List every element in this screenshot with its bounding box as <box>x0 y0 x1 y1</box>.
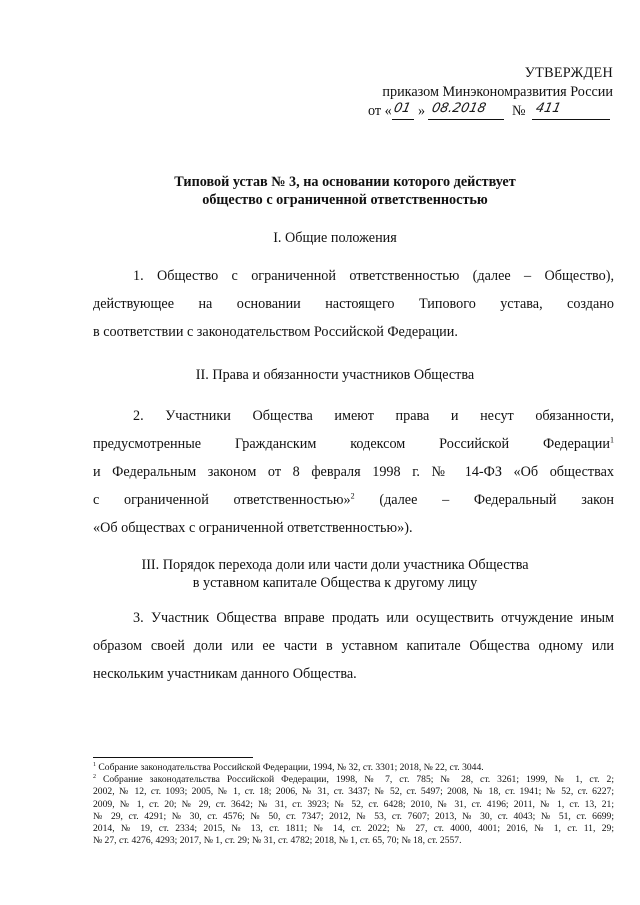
footnote-ref-2: 2 <box>350 491 355 501</box>
approval-block <box>360 64 620 122</box>
footnote-2-line-5: 2014, № 19, ст. 2334; 2015, № 13, ст. 1811; № 14, ст. 2022; № 27, ст. 4000, 4001; 2016, № 1, ст. 11, 29; <box>93 823 614 835</box>
paragraph-2-line-1: 2. Участники Общества имеют права и несут обязанности, <box>133 408 614 424</box>
section-2-heading: II. Права и обязанности участников Общества <box>195 367 475 383</box>
footnote-2-line-1-text: Собрание законодательства Российской Федерации, 1998, № 7, ст. 785; № 28, ст. 3261; 1999, № 1, ст. 2; <box>96 774 614 786</box>
from-label: от « <box>368 103 392 119</box>
paragraph-2-line-4-text: с ограниченной ответственностью» <box>93 492 351 508</box>
paragraph-1 <box>93 262 614 346</box>
paragraph-2-line-4-rest: (далее – Федеральный закон <box>354 492 614 508</box>
paragraph-1-line-3: в соответствии с законодательством Российской Федерации. <box>93 324 458 340</box>
section-1-heading: I. Общие положения <box>273 230 397 246</box>
footnote-ref-1: 1 <box>610 435 614 445</box>
day-underline <box>392 119 414 120</box>
paragraph-2-line-5: «Об обществах с ограниченной ответственностью»). <box>93 520 413 536</box>
number-underline <box>532 119 610 120</box>
footnote-2-line-4: № 29, ст. 4291; № 30, ст. 4576; № 50, ст. 7347; 2012, № 53, ст. 7607; 2013, № 30, ст. 4043; № 51, ст. 6699; <box>93 810 614 822</box>
date-mid-quote: » <box>418 103 426 119</box>
footnote-separator <box>93 757 253 758</box>
paragraph-3-line-3: нескольким участникам данного Общества. <box>93 666 357 682</box>
approval-order-text: приказом Минэкономразвития России <box>382 84 613 100</box>
footnote-1-text: Собрание законодательства Российской Федерации, 1994, № 32, ст. 3301; 2018, № 22, ст. 3044. <box>96 762 484 773</box>
document-title <box>120 173 570 209</box>
approved-label: УТВЕРЖДЕН <box>524 65 613 81</box>
paragraph-3 <box>93 604 614 688</box>
paragraph-2-line-2 <box>93 430 614 458</box>
paragraph-2-line-3: и Федеральным законом от 8 февраля 1998 г. № 14-ФЗ «Об обществах <box>93 464 614 480</box>
footnote-2-line-2: 2002, № 12, ст. 1093; 2005, № 1, ст. 18; 2006, № 31, ст. 3437; № 52, ст. 5497; 2008, № 18, ст. 1941; № 52, ст. 6227; <box>93 786 614 798</box>
paragraph-2-line-2-text: предусмотренные Гражданским кодексом Российской Федерации <box>93 436 610 452</box>
title-line-1: Типовой устав № 3, на основании которого действует <box>174 174 516 190</box>
footnote-1 <box>93 762 614 774</box>
paragraph-3-line-2: образом своей доли или ее части в уставном капитале Общества одному или <box>93 638 614 654</box>
paragraph-2 <box>93 402 614 542</box>
section-3-heading-line-2: в уставном капитале Общества к другому лицу <box>192 575 478 591</box>
title-line-2: общество с ограниченной ответственностью <box>202 192 488 208</box>
approval-date-line <box>360 102 620 122</box>
footnote-2-line-6: № 27, ст. 4276, 4293; 2017, № 1, ст. 29; № 31, ст. 4782; 2018, № 1, ст. 65, 70; № 18, ст. 2557. <box>93 835 462 847</box>
handwritten-number: 411 <box>534 101 563 116</box>
paragraph-1-line-1: 1. Общество с ограниченной ответственностью (далее – Общество), <box>133 268 614 284</box>
month-year-underline <box>428 119 504 120</box>
paragraph-3-line-1: 3. Участник Общества вправе продать или осуществить отчуждение иным <box>133 610 614 626</box>
footnote-2-line-3: 2009, № 1, ст. 20; № 29, ст. 3642; № 31, ст. 3923; № 52, ст. 6428; 2010, № 31, ст. 4196; 2011, № 1, ст. 13, 21; <box>93 798 614 810</box>
section-3-heading-line-1: III. Порядок перехода доли или части доли участника Общества <box>141 557 529 573</box>
handwritten-month-year: 08.2018 <box>430 101 488 116</box>
handwritten-day: 01 <box>392 101 413 116</box>
section-3-heading <box>90 556 580 592</box>
paragraph-2-line-4 <box>93 486 614 514</box>
paragraph-1-line-2: действующее на основании настоящего Типового устава, создано <box>93 296 614 312</box>
footnote-2-line-1 <box>93 774 614 786</box>
footnote-1-mark: 1 <box>93 761 96 768</box>
number-label: № <box>512 103 526 119</box>
footnotes <box>93 762 614 847</box>
footnote-2-mark: 2 <box>93 774 96 781</box>
